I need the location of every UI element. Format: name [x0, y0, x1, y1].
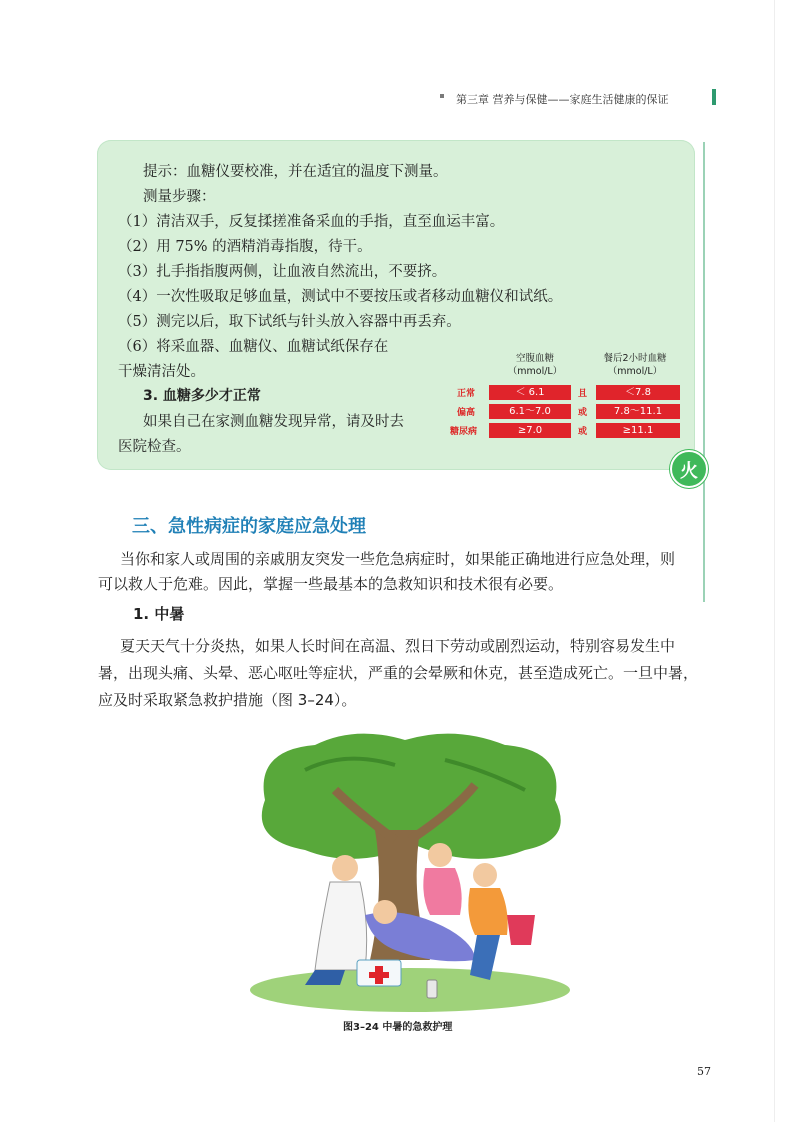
badge-glyph: 火	[680, 461, 698, 482]
paragraph-line: 应及时采取紧急救护措施（图 3–24）。	[98, 691, 357, 709]
table-cell-fasting: ≥7.0	[489, 423, 571, 438]
fire-badge-icon	[670, 450, 708, 488]
tip-body-line: 如果自己在家测血糖发现异常，请及时去	[143, 414, 404, 430]
tip-line: （6）将采血器、血糖仪、血糖试纸保存在	[118, 339, 389, 355]
table-header-post	[590, 352, 680, 378]
girl-head	[428, 843, 452, 867]
tip-line: 干燥清洁处。	[118, 364, 205, 380]
paragraph-line: 夏天天气十分炎热，如果人长时间在高温、烈日下劳动或剧烈运动，特别容易发生中	[120, 637, 676, 655]
table-header-fasting	[495, 352, 575, 378]
margin-rule	[703, 142, 705, 602]
tip-line: （5）测完以后，取下试纸与针头放入容器中再丢弃。	[118, 314, 461, 330]
table-cell-post: ≥11.1	[596, 423, 680, 438]
medicine-bottle	[427, 980, 437, 998]
table-row-label: 正常	[457, 389, 476, 399]
table-header-post-unit: （mmol/L）	[607, 366, 663, 377]
rescuer-head	[332, 855, 358, 881]
tip-line: 测量步骤：	[143, 189, 216, 205]
table-header-fasting-title: 空腹血糖	[515, 353, 554, 364]
tip-line: 提示：血糖仪要校准，并在适宜的温度下测量。	[143, 164, 448, 180]
table-conj: 或	[578, 408, 588, 418]
tip-body-line: 医院检查。	[118, 439, 191, 455]
patient-head	[373, 900, 397, 924]
boy-body	[468, 888, 507, 935]
first-aid-illustration	[245, 730, 575, 1015]
header-accent-bar	[712, 89, 716, 105]
header-bullet	[440, 94, 444, 98]
header-chapter-title: 第三章 营养与保健——家庭生活健康的保证	[456, 93, 669, 106]
table-conj: 且	[578, 389, 588, 399]
rescuer-body	[315, 882, 367, 970]
running-header	[420, 90, 720, 108]
water-bucket	[507, 915, 535, 945]
table-conj: 或	[578, 427, 588, 437]
table-cell-fasting: ＜ 6.1	[489, 385, 571, 400]
table-cell-fasting: 6.1～7.0	[489, 404, 571, 419]
figure-caption: 图3–24 中暑的急救护理	[343, 1022, 453, 1033]
table-header-fasting-unit: （mmol/L）	[507, 366, 563, 377]
page-edge	[774, 0, 775, 1122]
page-number: 57	[697, 1065, 711, 1078]
section-title: 三、急性病症的家庭应急处理	[132, 516, 366, 537]
table-header-post-title: 餐后2小时血糖	[603, 353, 667, 364]
paragraph-line: 当你和家人或周围的亲戚朋友突发一些危急病症时，如果能正确地进行应急处理，则	[120, 550, 676, 568]
tip-line: （4）一次性吸取足够血量，测试中不要按压或者移动血糖仪和试纸。	[118, 289, 563, 305]
girl-body	[423, 868, 461, 915]
table-row-label: 糖尿病	[450, 427, 478, 437]
tip-subheading: 3. 血糖多少才正常	[143, 388, 261, 404]
tip-line: （3）扎手指指腹两侧，让血液自然流出，不要挤。	[118, 264, 447, 280]
table-cell-post: ＜7.8	[596, 385, 680, 400]
paragraph-line: 暑，出现头痛、头晕、恶心呕吐等症状，严重的会晕厥和休克，甚至造成死亡。一旦中暑，	[98, 664, 699, 682]
paragraph-line: 可以救人于危难。因此，掌握一些最基本的急救知识和技术很有必要。	[98, 575, 564, 593]
table-row-label: 偏高	[457, 408, 476, 418]
tip-line: （1）清洁双手，反复揉搓准备采血的手指，直至血运丰富。	[118, 214, 505, 230]
subheading-heatstroke: 1. 中暑	[133, 605, 185, 623]
table-cell-post: 7.8～11.1	[596, 404, 680, 419]
grass-ground	[250, 968, 570, 1012]
boy-head	[473, 863, 497, 887]
tip-line: （2）用 75% 的酒精消毒指腹，待干。	[118, 239, 372, 255]
rescuer-legs	[305, 970, 345, 985]
